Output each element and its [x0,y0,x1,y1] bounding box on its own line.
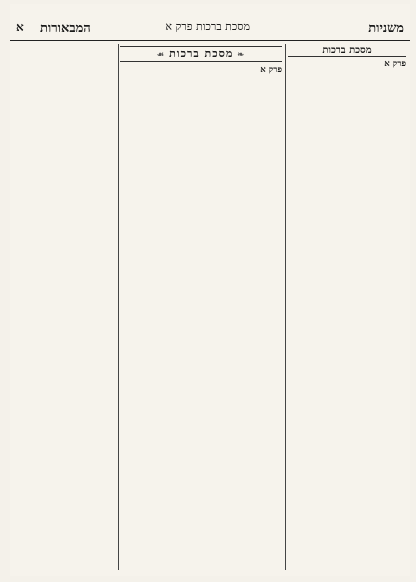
center-banner [120,46,282,62]
ornament-icon: ☙ [156,49,166,59]
center-perek-label: פרק א [260,65,282,76]
ornament-icon: ❧ [237,49,246,59]
page-header [10,18,410,41]
page-top-strip [10,4,410,16]
center-column-mishnah-commentary [120,44,282,572]
right-section-title: מסכת ברכות [288,46,406,57]
right-perek-label: פרק א [384,59,406,70]
column-divider-right [285,44,286,570]
right-column-mishnah [288,44,406,572]
center-banner-text: מסכת ברכות [169,47,234,60]
column-divider-left [118,44,119,570]
header-page-letter: א [16,20,24,34]
header-left-title: המבאורות [40,21,91,36]
left-column-explanations [14,44,116,572]
header-right-title: משניות [368,21,404,36]
header-center-title: מסכת ברכות פרק א [165,20,250,33]
document-page [10,4,410,576]
